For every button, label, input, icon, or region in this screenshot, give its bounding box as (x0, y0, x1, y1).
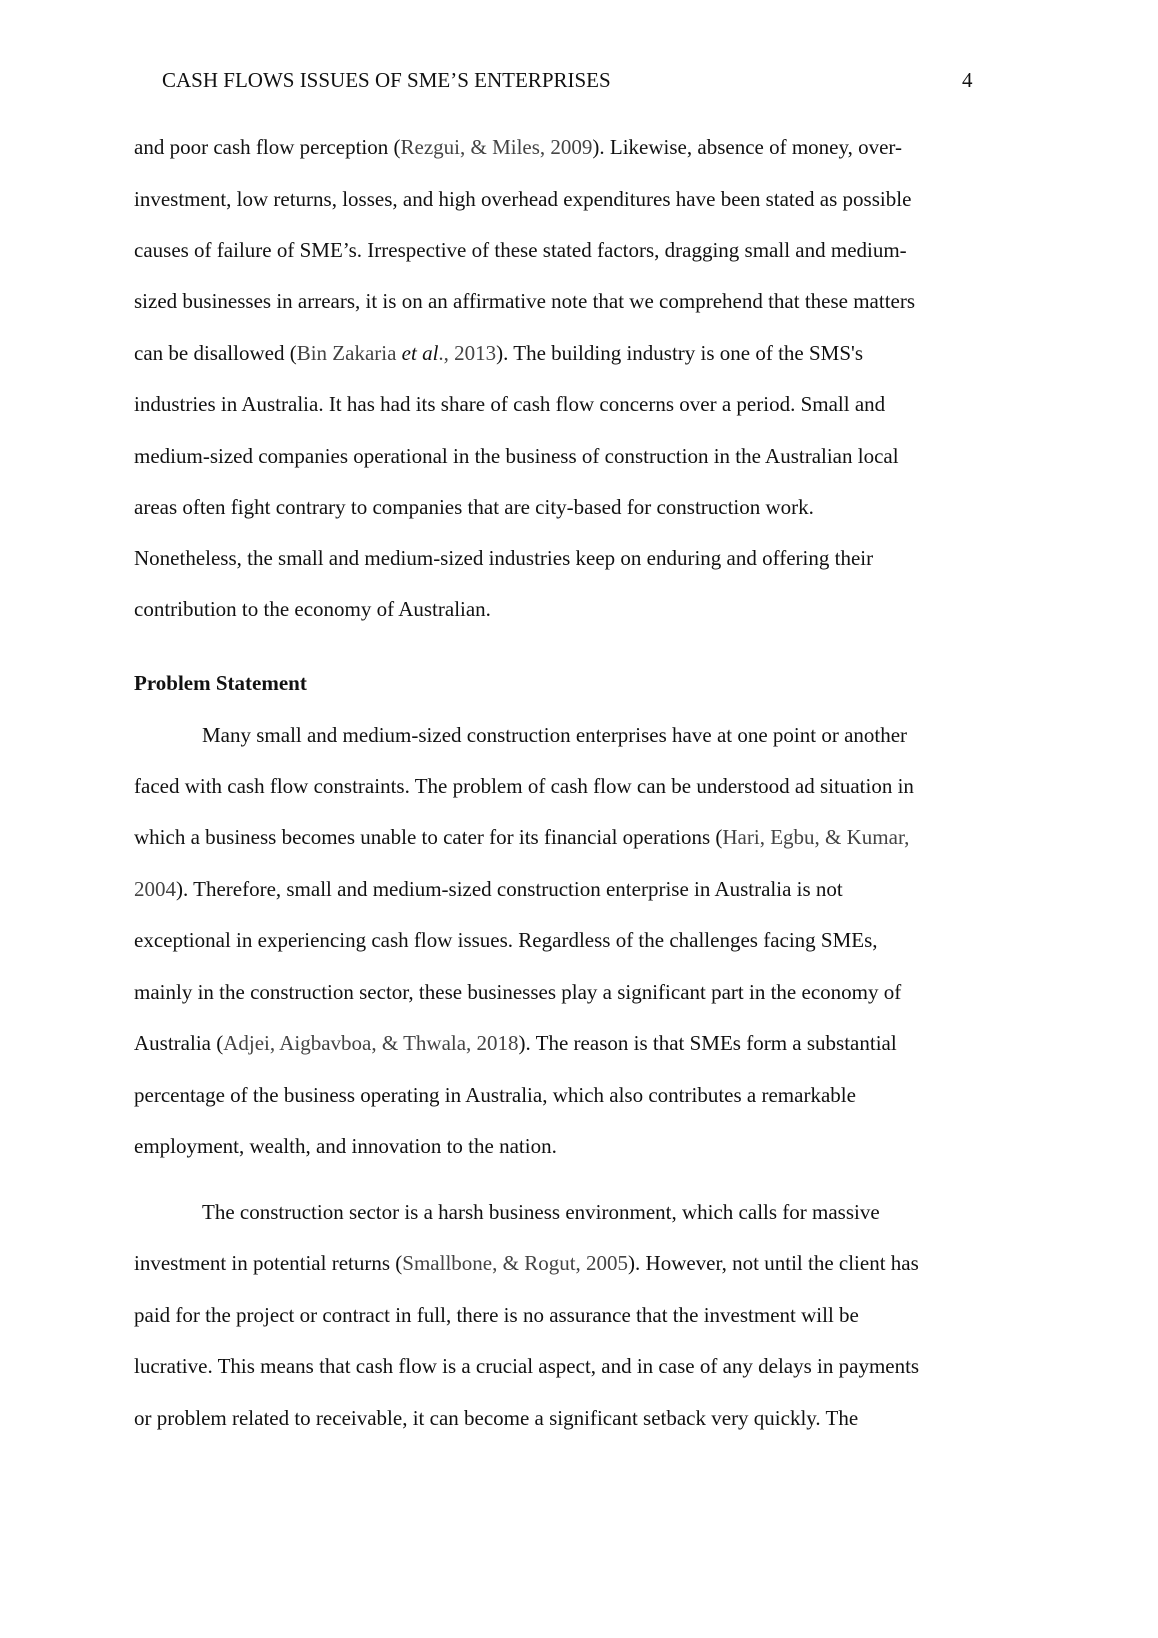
text-segment: causes of failure of SME’s. Irrespective of these stated factors, dragging small and medium- (134, 238, 907, 262)
citation: Bin Zakaria (296, 341, 402, 365)
text-segment: contribution to the economy of Australian. (134, 597, 491, 621)
text-segment: The construction sector is a harsh business environment, which calls for massive (202, 1200, 880, 1224)
running-head: CASH FLOWS ISSUES OF SME’S ENTERPRISES (162, 68, 611, 92)
citation: Adjei, Aigbavboa, & Thwala, 2018 (223, 1031, 519, 1055)
text-segment: Many small and medium-sized construction enterprises have at one point or another (202, 723, 908, 747)
text-line (134, 824, 909, 850)
text-segment: lucrative. This means that cash flow is a crucial aspect, and in case of any delays in payments (134, 1354, 920, 1378)
text-line (134, 596, 491, 622)
text-line (202, 722, 907, 748)
text-line (202, 1199, 880, 1225)
text-line (134, 186, 911, 212)
italic-text: et al (401, 341, 439, 365)
text-line (134, 288, 915, 314)
text-line (134, 1302, 859, 1328)
text-segment: sized businesses in arrears, it is on an affirmative note that we comprehend that these matters (134, 289, 916, 313)
text-line (134, 391, 885, 417)
text-segment: investment in potential returns ( (134, 1251, 403, 1275)
text-line (134, 1353, 919, 1379)
citation: ., 2013 (438, 341, 497, 365)
text-line (134, 237, 907, 263)
text-segment: percentage of the business operating in Australia, which also contributes a remarkable (134, 1083, 856, 1107)
citation: 2004 (134, 877, 176, 901)
text-segment: ). The reason is that SMEs form a substantial (518, 1031, 897, 1055)
text-segment: areas often fight contrary to companies that are city-based for construction work. (134, 495, 814, 519)
text-line (134, 773, 914, 799)
text-segment: and poor cash flow perception ( (134, 135, 401, 159)
text-line (134, 1133, 557, 1159)
citation: Rezgui, & Miles, 2009 (400, 135, 593, 159)
text-segment: investment, low returns, losses, and high overhead expenditures have been stated as possible (134, 187, 912, 211)
text-segment: exceptional in experiencing cash flow issues. Regardless of the challenges facing SMEs, (134, 928, 878, 952)
text-line (134, 340, 863, 366)
text-segment: faced with cash flow constraints. The problem of cash flow can be understood ad situation in (134, 774, 914, 798)
section-heading: Problem Statement (134, 671, 307, 695)
text-segment: mainly in the construction sector, these businesses play a significant part in the economy of (134, 980, 902, 1004)
citation: Smallbone, & Rogut, 2005 (402, 1251, 629, 1275)
text-segment: or problem related to receivable, it can become a significant setback very quickly. The (134, 1406, 859, 1430)
text-segment: which a business becomes unable to cater for its financial operations ( (134, 825, 723, 849)
text-line (134, 979, 901, 1005)
citation: Hari, Egbu, & Kumar, (722, 825, 910, 849)
page-number: 4 (962, 68, 973, 92)
text-line (134, 443, 899, 469)
text-line (134, 876, 843, 902)
text-segment: medium-sized companies operational in the business of construction in the Australian local (134, 444, 899, 468)
text-line (134, 1082, 856, 1108)
text-line (134, 494, 814, 520)
text-segment: ). However, not until the client has (628, 1251, 919, 1275)
text-segment: paid for the project or contract in full, there is no assurance that the investment will be (134, 1303, 859, 1327)
text-segment: Nonetheless, the small and medium-sized industries keep on enduring and offering their (134, 546, 874, 570)
text-segment: ). Therefore, small and medium-sized construction enterprise in Australia is not (176, 877, 843, 901)
text-line (134, 134, 902, 160)
text-segment: Australia ( (134, 1031, 224, 1055)
text-segment: ). Likewise, absence of money, over- (592, 135, 903, 159)
text-segment: ). The building industry is one of the SMS's (496, 341, 863, 365)
text-line (134, 1030, 897, 1056)
text-line (134, 1405, 858, 1431)
text-line (134, 927, 878, 953)
text-segment: can be disallowed ( (134, 341, 297, 365)
text-line (134, 1250, 919, 1276)
text-segment: industries in Australia. It has had its share of cash flow concerns over a period. Small and (134, 392, 886, 416)
text-line (134, 545, 873, 571)
text-segment: employment, wealth, and innovation to the nation. (134, 1134, 557, 1158)
